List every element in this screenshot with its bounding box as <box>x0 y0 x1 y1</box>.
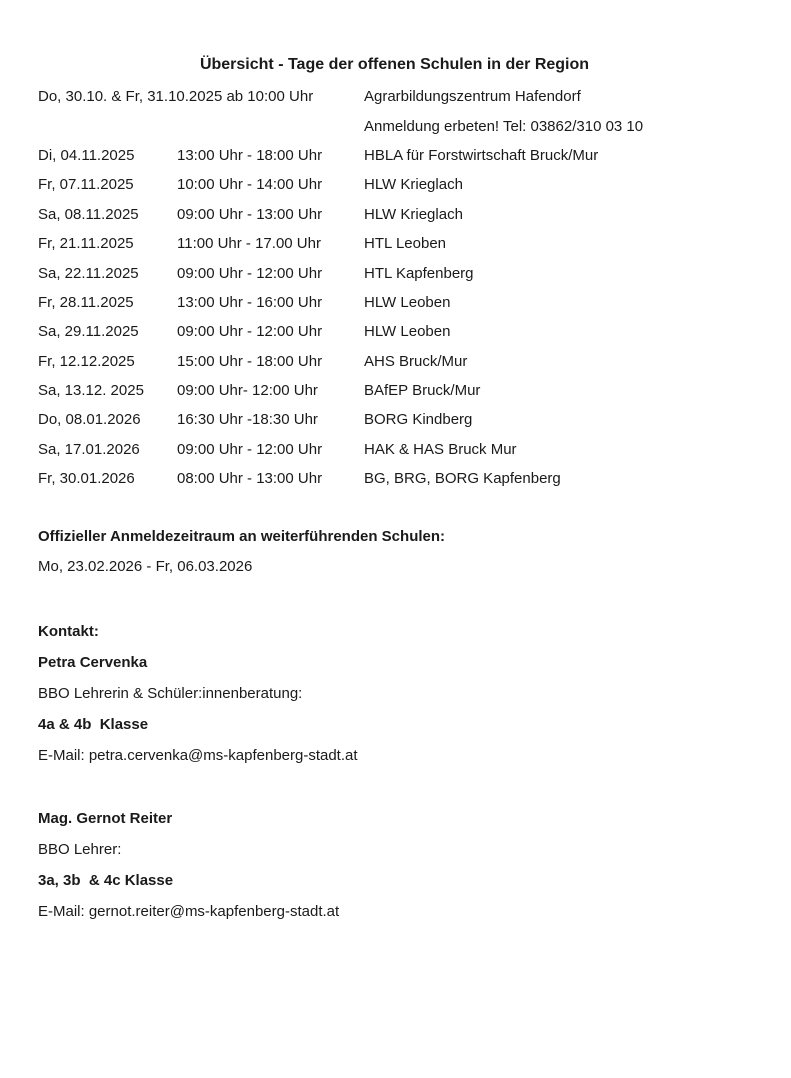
schedule-row <box>38 82 751 111</box>
date-cell: Fr, 28.11.2025 <box>38 293 134 311</box>
contact-email: E-Mail: petra.cervenka@ms-kapfenberg-stadt.at <box>38 747 358 765</box>
contact-name: Petra Cervenka <box>38 654 148 672</box>
time-cell: 09:00 Uhr - 12:00 Uhr <box>177 440 323 458</box>
schedule-row <box>38 258 751 287</box>
schedule-row <box>38 464 751 493</box>
school-cell: HBLA für Forstwirtschaft Bruck/Mur <box>364 146 599 164</box>
schedule-row <box>38 405 751 434</box>
schedule-row <box>38 288 751 317</box>
school-cell: HTL Leoben <box>364 235 447 253</box>
contact-name: Mag. Gernot Reiter <box>38 810 173 828</box>
date-cell: Sa, 13.12. 2025 <box>38 382 144 400</box>
date-cell: Di, 04.11.2025 <box>38 146 135 164</box>
page-title: Übersicht - Tage der offenen Schulen in der Region <box>199 56 590 73</box>
date-cell: Do, 30.10. & Fr, 31.10.2025 ab 10:00 Uhr <box>38 88 314 106</box>
time-cell: 13:00 Uhr - 18:00 Uhr <box>177 146 323 164</box>
date-cell: Sa, 22.11.2025 <box>38 264 139 282</box>
contact-classes: 3a, 3b & 4c Klasse <box>38 872 174 890</box>
date-cell: Fr, 12.12.2025 <box>38 352 135 370</box>
contact-classes: 4a & 4b Klasse <box>38 716 149 734</box>
school-cell: Agrarbildungszentrum Hafendorf <box>364 88 581 106</box>
time-cell: 09:00 Uhr - 12:00 Uhr <box>177 323 323 341</box>
schedule-row <box>38 170 751 199</box>
school-cell: HLW Leoben <box>364 323 451 341</box>
date-cell: Fr, 30.01.2026 <box>38 470 135 488</box>
date-cell: Sa, 08.11.2025 <box>38 205 139 223</box>
contact-email: E-Mail: gernot.reiter@ms-kapfenberg-stadt.at <box>38 903 340 921</box>
school-cell: Anmeldung erbeten! Tel: 03862/310 03 10 <box>364 117 644 135</box>
time-cell: 08:00 Uhr - 13:00 Uhr <box>177 470 323 488</box>
school-cell: HTL Kapfenberg <box>364 264 474 282</box>
contact-role: BBO Lehrerin & Schüler:innenberatung: <box>38 685 303 703</box>
date-cell: Fr, 07.11.2025 <box>38 176 134 194</box>
time-cell: 13:00 Uhr - 16:00 Uhr <box>177 293 323 311</box>
time-cell: 09:00 Uhr - 12:00 Uhr <box>177 264 323 282</box>
contact-heading: Kontakt: <box>38 623 99 641</box>
time-cell: 09:00 Uhr- 12:00 Uhr <box>177 382 318 400</box>
schedule-row <box>38 347 751 376</box>
date-cell: Fr, 21.11.2025 <box>38 235 134 253</box>
schedule-row <box>38 435 751 464</box>
school-cell: HLW Leoben <box>364 293 451 311</box>
schedule-row <box>38 317 751 346</box>
time-cell: 15:00 Uhr - 18:00 Uhr <box>177 352 323 370</box>
schedule-row <box>38 376 751 405</box>
school-cell: BG, BRG, BORG Kapfenberg <box>364 470 561 488</box>
school-cell: BORG Kindberg <box>364 411 473 429</box>
schedule-row <box>38 111 751 140</box>
school-cell: HLW Krieglach <box>364 176 463 194</box>
schedule-row <box>38 200 751 229</box>
school-cell: AHS Bruck/Mur <box>364 352 468 370</box>
contact-role: BBO Lehrer: <box>38 841 122 859</box>
date-cell: Do, 08.01.2026 <box>38 411 141 429</box>
schedule-table <box>38 82 751 493</box>
document-page <box>0 54 791 1078</box>
school-cell: BAfEP Bruck/Mur <box>364 382 481 400</box>
time-cell: 16:30 Uhr -18:30 Uhr <box>177 411 318 429</box>
school-cell: HAK & HAS Bruck Mur <box>364 440 517 458</box>
time-cell: 09:00 Uhr - 13:00 Uhr <box>177 205 323 223</box>
date-cell: Sa, 17.01.2026 <box>38 440 140 458</box>
registration-heading: Offizieller Anmeldezeitraum an weiterführenden Schulen: <box>38 528 446 546</box>
contact-card <box>38 803 751 927</box>
schedule-row <box>38 229 751 258</box>
time-cell: 11:00 Uhr - 17.00 Uhr <box>177 235 321 253</box>
registration-period: Mo, 23.02.2026 - Fr, 06.03.2026 <box>38 557 253 575</box>
date-cell: Sa, 29.11.2025 <box>38 323 139 341</box>
time-cell: 10:00 Uhr - 14:00 Uhr <box>177 176 323 194</box>
contact-card <box>38 647 751 771</box>
schedule-row <box>38 141 751 170</box>
school-cell: HLW Krieglach <box>364 205 463 223</box>
